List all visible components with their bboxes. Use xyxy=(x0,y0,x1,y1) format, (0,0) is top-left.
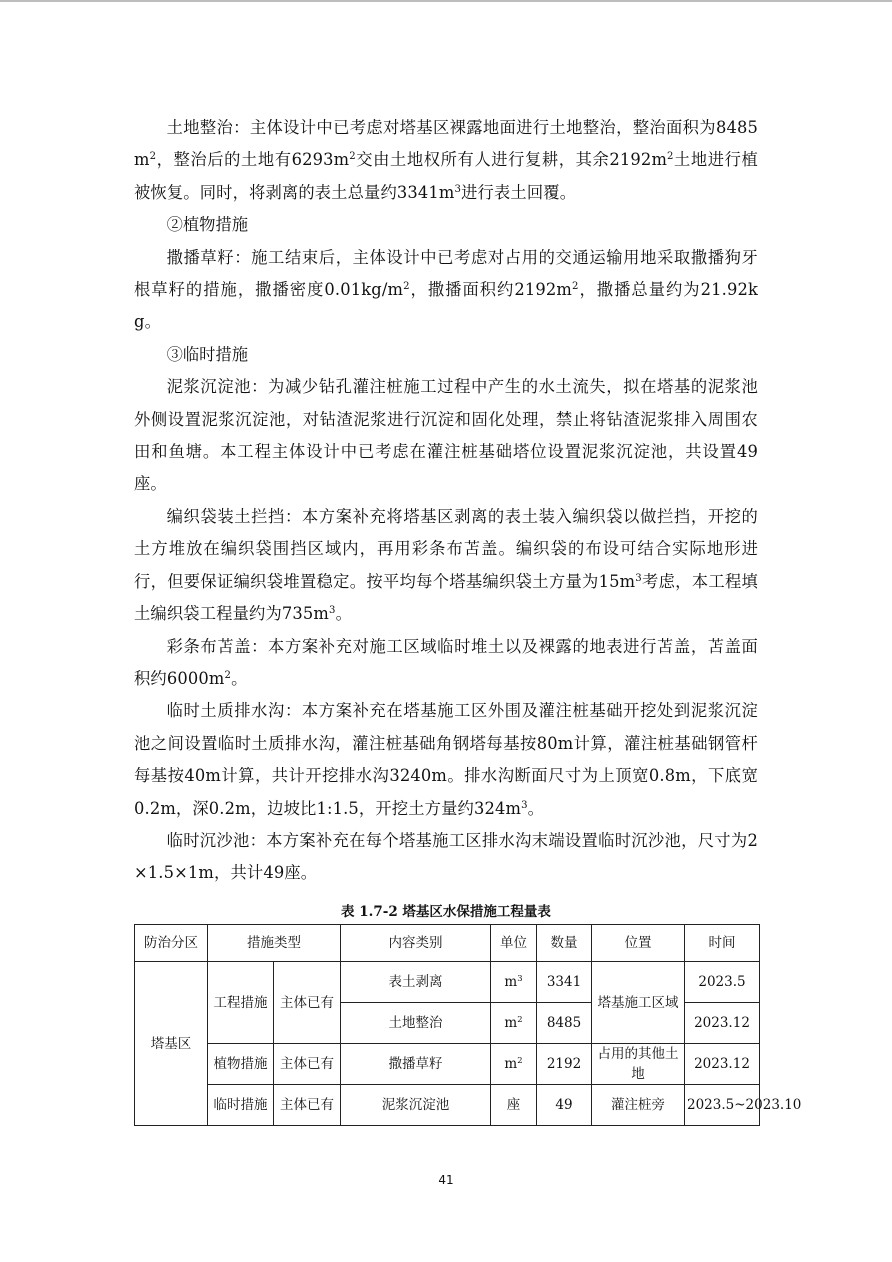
top-border xyxy=(0,0,892,2)
paragraph-drainage-ditch: 临时土质排水沟：本方案补充在塔基施工区外围及灌注桩基础开挖处到泥浆沉淀池之间设置临时土质排水沟，灌注桩基础角钢塔每基按80m计算，灌注桩基础钢管杆每基按40m计算，共计开挖排水沟3240m。排水沟断面尺寸为上顶宽0.8m，下底宽0.2m，深0.2m，边坡比1:1.5，开挖土方量约$324m^3$。 xyxy=(134,701,758,818)
paragraph-tarp-cover: 彩条布苫盖：本方案补充对施工区域临时堆土以及裸露的地表进行苫盖，苫盖面积约$6000m^2$。 xyxy=(134,636,758,688)
header-cell: 数量 xyxy=(537,925,592,962)
header-cell: 时间 xyxy=(685,925,760,962)
measures-table xyxy=(134,924,802,1126)
owner-cell: 主体已有 xyxy=(274,962,341,1044)
location-cell: 占用的其他土地 xyxy=(592,1044,685,1085)
paragraph-bag-barrier: 编织袋装土拦挡：本方案补充将塔基区剥离的表土装入编织袋以做拦挡，开挖的土方堆放在编织袋围挡区域内，再用彩条布苫盖。编织袋的布设可结合实际地形进行，但要保证编织袋堆置稳定。按平均每个塔基编织袋土方量为$15m^3$考虑，本工程填土编织袋工程量约为$735m^3$。 xyxy=(134,506,758,624)
qty-cell: 3341 xyxy=(537,962,592,1003)
table-row xyxy=(135,1044,760,1085)
location-cell: 灌注桩旁 xyxy=(592,1085,685,1126)
type-cell: 植物措施 xyxy=(208,1044,274,1085)
content-cell: 表土剥离 xyxy=(341,962,491,1003)
content-cell: 土地整治 xyxy=(341,1003,491,1044)
table-caption: 表 1.7-2 塔基区水保措施工程量表 xyxy=(341,904,551,920)
content-cell: 泥浆沉淀池 xyxy=(341,1085,491,1126)
table-row xyxy=(135,1085,760,1126)
paragraph-grass-seeding: 撒播草籽：施工结束后，主体设计中已考虑对占用的交通运输用地采取撒播狗牙根草籽的措施，撒播密度$0.01kg/m^2$，撒播面积约$2192m^2$，撒播总量约为21.92kg。 xyxy=(134,247,758,332)
header-cell: 单位 xyxy=(491,925,537,962)
qty-cell: 8485 xyxy=(537,1003,592,1044)
body-text xyxy=(134,112,758,890)
content-cell: 撒播草籽 xyxy=(341,1044,491,1085)
time-cell: 2023.12 xyxy=(685,1044,760,1085)
header-cell: 位置 xyxy=(592,925,685,962)
paragraph-sand-basin: 临时沉沙池：本方案补充在每个塔基施工区排水沟末端设置临时沉沙池，尺寸为2×1.5×1m，共计49座。 xyxy=(134,830,758,883)
unit-cell: $m^3$ xyxy=(491,962,537,1003)
time-cell: 2023.12 xyxy=(685,1003,760,1044)
table-header-row xyxy=(135,925,760,962)
paragraph-land-rehabilitation: 土地整治：主体设计中已考虑对塔基区裸露地面进行土地整治，整治面积为$8485m^2$，整治后的土地有$6293m^2$交由土地权所有人进行复耕，其余$2192m^2$土地进行植被恢复。同时，将剥离的表土总量约$3341m^3$进行表土回覆。 xyxy=(134,118,758,202)
unit-cell: $m^2$ xyxy=(491,1044,537,1085)
qty-cell: 2192 xyxy=(537,1044,592,1085)
type-cell: 临时措施 xyxy=(208,1085,274,1126)
page-number: 41 xyxy=(438,1173,454,1187)
type-cell: 工程措施 xyxy=(208,962,274,1044)
location-cell: 塔基施工区域 xyxy=(592,962,685,1044)
owner-cell: 主体已有 xyxy=(274,1044,341,1085)
section-heading-plant: ②植物措施 xyxy=(166,215,249,235)
time-cell: 2023.5~2023.10 xyxy=(685,1085,760,1126)
header-cell: 内容类别 xyxy=(341,925,491,962)
table-row xyxy=(135,962,760,1003)
unit-cell: 座 xyxy=(491,1085,537,1126)
qty-cell: 49 xyxy=(537,1085,592,1126)
header-cell: 防治分区 xyxy=(135,925,208,962)
header-cell: 措施类型 xyxy=(208,925,341,962)
paragraph-mud-pond: 泥浆沉淀池：为减少钻孔灌注桩施工过程中产生的水土流失，拟在塔基的泥浆池外侧设置泥浆沉淀池，对钻渣泥浆进行沉淀和固化处理，禁止将钻渣泥浆排入周围农田和鱼塘。本工程主体设计中已考虑在灌注桩基础塔位设置泥浆沉淀池，共设置49座。 xyxy=(134,377,758,494)
zone-cell: 塔基区 xyxy=(135,962,208,1126)
time-cell: 2023.5 xyxy=(685,962,760,1003)
section-heading-temporary: ③临时措施 xyxy=(166,344,249,364)
unit-cell: $m^2$ xyxy=(491,1003,537,1044)
owner-cell: 主体已有 xyxy=(274,1085,341,1126)
